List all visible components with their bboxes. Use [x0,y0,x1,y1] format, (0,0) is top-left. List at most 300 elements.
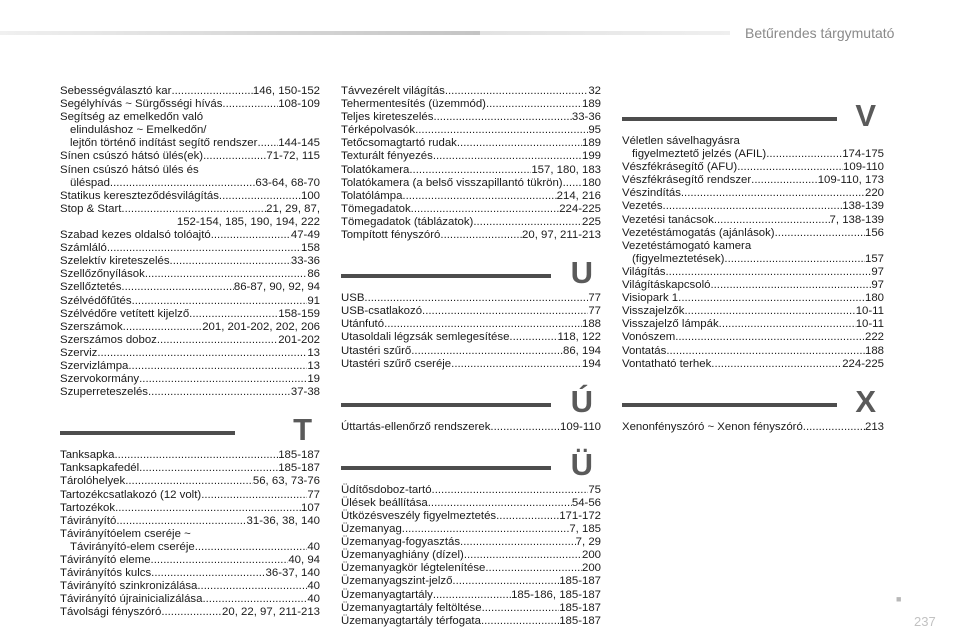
index-page-refs: 20, 97, 211-213 [522,229,601,242]
dot-leader [402,190,556,203]
index-page-refs: 86, 194 [562,344,601,357]
dot-leader [428,497,572,510]
index-entry[interactable] [622,227,884,240]
index-term: Ülések beállítása [341,496,428,509]
index-column-1 [60,85,320,619]
section-divider [341,466,551,470]
index-entry[interactable] [60,190,320,203]
dot-leader [195,541,308,554]
page-header [0,0,960,40]
index-page-refs: 40, 94 [288,554,320,566]
index-entry[interactable] [60,281,320,294]
index-term: Világításkapcsoló [622,279,711,292]
index-term: Távirányító eleme [60,554,151,566]
dot-leader [485,562,582,575]
section-letter: T [293,412,312,448]
section-letter: U [570,255,593,291]
index-entry[interactable] [60,567,320,580]
index-entry[interactable] [341,150,601,163]
page-number: 237 [914,614,936,629]
index-term: Utastéri szűrő [341,344,412,357]
index-page-refs: 33-36 [571,111,601,124]
index-entry[interactable] [341,137,601,150]
index-page-refs: 109-110 [843,161,884,174]
dot-leader [171,85,252,98]
index-page-refs: 109-110, 173 [817,174,884,187]
index-entry[interactable] [60,449,320,462]
index-page-refs: 40 [307,593,320,606]
index-term: Üzemanyagszint-jelző [341,575,453,588]
index-page-refs: 13 [307,359,320,372]
index-entry[interactable] [341,318,601,331]
index-term: Távirányító [60,514,117,527]
index-page-refs: 194 [581,357,601,370]
index-page-refs: 54-56 [571,496,601,509]
index-entry[interactable] [341,190,601,203]
index-entry[interactable] [341,615,601,628]
dot-leader [766,148,842,161]
dot-leader [125,475,253,488]
index-entry[interactable] [341,98,601,111]
index-page-refs: 222 [864,331,884,344]
dot-leader [148,386,291,399]
index-page-refs: 156 [864,226,884,239]
dot-leader [415,124,588,137]
index-entry[interactable] [341,292,601,305]
index-term: Vonószem [622,331,676,344]
index-page-refs: 224-225 [842,357,884,370]
index-term: Szervizlámpa [60,359,129,372]
index-term: Üzemanyagtartály feltöltése [341,601,482,614]
index-entry[interactable] [60,373,320,386]
index-term: Tanksapka [60,449,115,462]
index-page-refs: 77 [588,305,601,318]
index-term: Segítség az emelkedőn való [60,111,204,124]
index-page-refs: 7, 185 [569,523,601,536]
index-page-refs: 157, 180, 183 [531,163,601,176]
index-term: Vezetési tanácsok [622,213,714,226]
index-page-refs: 214, 216 [556,189,601,202]
index-entry[interactable] [60,475,320,488]
index-term: Szellőzőnyílások [60,268,145,281]
dot-leader [737,161,843,174]
index-term: Utánfutó [341,318,385,331]
dot-leader [107,242,301,255]
index-page-refs: 157 [864,252,884,265]
section-header [622,371,884,421]
dot-leader [151,554,289,567]
index-page-refs: 36-37, 140 [265,567,320,580]
index-entry[interactable] [60,606,320,619]
dot-leader [445,85,589,98]
index-term: Szervokormány [60,373,140,386]
dot-leader [464,549,582,562]
index-page-refs: 13 [307,346,320,359]
index-term: Tompított fényszóró [341,229,441,242]
index-entry[interactable] [341,549,601,562]
dot-leader [202,593,307,606]
dot-leader [432,484,589,497]
dot-leader [170,255,291,268]
dot-leader [402,523,570,536]
section-header [622,85,884,135]
index-entry[interactable] [622,161,884,174]
dot-leader [663,200,843,213]
header-rule [0,31,480,35]
index-entry[interactable] [60,242,320,255]
index-term: Vezetéstámogatás (ajánlások) [622,226,775,239]
index-entry[interactable] [60,111,320,124]
index-term: üléspad [70,176,110,189]
index-page-refs: 201-202 [278,333,320,346]
index-entry[interactable] [60,386,320,399]
index-entry[interactable] [60,255,320,268]
dot-leader [433,589,511,602]
index-term: Vezetés [622,200,663,213]
index-term: Szerszámok [60,320,123,333]
index-entry[interactable] [622,253,884,266]
dot-leader [121,203,266,216]
index-term: Üzemanyagtartály [341,588,433,601]
dot-leader [422,305,588,318]
dot-leader [710,279,871,292]
index-term: Utastéri szűrő cseréje [341,357,452,370]
dot-leader [97,347,307,360]
index-term: Szélvédőre vetített kijelző [60,307,190,320]
dot-leader [257,137,278,150]
index-entry[interactable] [622,279,884,292]
dot-leader [139,373,307,386]
dot-leader [123,321,203,334]
index-term: Szabad kezes oldalsó tolóajtó [60,229,211,242]
index-page-refs: 77 [588,292,601,305]
index-term: Ütközésveszély figyelmeztetés [341,509,497,522]
index-page-refs: 118, 122 [557,331,601,344]
dot-leader [151,567,265,580]
index-term: Térképolvasók [341,124,416,137]
index-page-refs: 31-36, 38, 140 [246,514,320,527]
index-page-refs: 7, 29 [575,536,601,549]
index-page-refs: 86-87, 90, 92, 94 [233,281,320,294]
dot-leader [482,602,560,615]
index-entry[interactable] [341,536,601,549]
dot-leader [116,515,246,528]
index-entry[interactable] [341,124,601,137]
index-term: Xenonfényszóró ~ Xenon fényszóró [622,420,803,433]
dot-leader [433,150,582,163]
index-entry[interactable] [60,321,320,334]
index-term: Távirányítós kulcs [60,567,152,580]
index-term: USB [341,292,365,305]
index-entry[interactable] [60,308,320,321]
index-entry[interactable] [341,229,601,242]
index-entry[interactable] [341,345,601,358]
index-term: (figyelmeztetések) [632,252,725,265]
index-page-refs: 185-187 [278,449,320,462]
section-divider [341,403,551,407]
index-entry[interactable] [60,164,320,177]
index-term: Távvezérelt világítás [341,85,445,97]
index-term: Szelektív kireteszelés [60,255,170,268]
index-page-refs-continued: 152-154, 185, 190, 194, 222 [176,215,320,228]
index-term: Visszajelzők [622,305,685,318]
index-term: Üzemanyag-fogyasztás [341,536,461,549]
index-entry[interactable] [622,292,884,305]
dot-leader [145,268,307,281]
index-page-refs: 138-139 [842,200,884,213]
index-entry[interactable] [341,216,601,229]
index-entry[interactable] [60,137,320,150]
index-entry[interactable] [341,510,601,523]
index-entry[interactable] [60,541,320,554]
index-term: Üzemanyagtartály térfogata [341,614,481,627]
index-column-3 [622,85,884,434]
index-entry[interactable] [341,85,601,98]
index-page-refs: 146, 150-152 [252,85,320,97]
index-entry[interactable] [60,85,320,98]
index-entry[interactable] [60,98,320,111]
index-entry[interactable] [60,150,320,163]
index-entry[interactable] [622,148,884,161]
index-entry[interactable] [622,214,884,227]
dot-leader [222,98,278,111]
index-entry[interactable] [341,484,601,497]
index-page-refs: 224-225 [559,202,601,215]
index-term: lejtőn történő indítást segítő rendszer [70,137,258,150]
index-page-refs: 37-38 [290,386,320,399]
dot-leader [509,331,557,344]
index-term: Tolatókamera (a belső visszapillantó tükrön) [341,176,563,189]
section-header [341,434,601,484]
index-entry[interactable] [60,124,320,137]
index-term: Úttartás-ellenőrző rendszerek [341,420,491,433]
index-page-refs: 144-145 [278,137,320,150]
dot-leader [189,308,278,321]
section-divider [622,403,837,407]
index-term: Üzemanyag [341,523,402,536]
index-entry[interactable] [622,345,884,358]
index-entry[interactable] [60,360,320,373]
index-entry[interactable] [60,554,320,567]
index-term: Távirányító újrainicializálása [60,593,203,606]
index-page-refs: 185-186, 185-187 [511,588,601,601]
dot-leader [481,615,559,628]
index-term: Világítás [622,265,666,278]
index-page-refs: 95 [588,124,601,137]
index-term: Segélyhívás ~ Sürgősségi hívás [60,98,223,111]
dot-leader [460,536,576,549]
index-entry[interactable] [622,200,884,213]
index-entry[interactable] [341,497,601,510]
index-page-refs: 220 [864,187,884,200]
index-entry[interactable] [60,229,320,242]
index-entry[interactable] [622,421,884,434]
dot-leader [751,174,818,187]
dot-leader [411,345,563,358]
dot-leader [714,214,830,227]
index-term: Vészindítás [622,187,681,200]
index-page-refs: 158-159 [278,307,320,320]
dot-leader [486,98,582,111]
index-entry[interactable] [622,305,884,318]
index-page-refs: 33-36 [290,255,320,268]
dot-leader [114,449,278,462]
index-page-refs: 189 [581,98,601,111]
section-divider [622,117,837,121]
dot-leader [384,318,582,331]
index-term: Tömegadatok [341,202,411,215]
index-entry[interactable] [60,203,320,216]
dot-leader [139,462,278,475]
index-page-refs: 71-72, 115 [266,150,320,163]
index-entry[interactable] [60,515,320,528]
dot-leader [219,190,301,203]
index-page-refs: 40 [307,540,320,553]
index-entry[interactable] [341,203,601,216]
index-entry[interactable] [341,602,601,615]
index-entry[interactable] [622,358,884,371]
dot-leader [666,345,865,358]
index-entry[interactable] [622,331,884,344]
dot-leader [161,606,222,619]
index-entry[interactable] [341,589,601,602]
dot-leader [364,292,588,305]
index-page-refs: 199 [581,150,601,163]
dot-leader [121,281,233,294]
dot-leader [724,253,865,266]
index-page-refs: 200 [581,562,601,575]
index-entry[interactable] [60,295,320,308]
index-page-refs: 63-64, 68-70 [255,176,320,189]
section-header [60,399,320,449]
index-term: Statikus kereszteződésvilágítás [60,189,219,202]
footer-mark: ■ [896,594,902,604]
index-entry[interactable] [341,305,601,318]
index-term: Szerviz [60,346,98,359]
index-term: Stop & Start [60,202,122,215]
index-term: Tartozékok [60,501,116,514]
index-entry[interactable] [622,187,884,200]
index-page-refs: 108-109 [278,98,320,111]
index-page-refs: 77 [307,488,320,501]
index-term: Szélvédőfűtés [60,294,132,307]
dot-leader [490,421,560,434]
header-rule-right [480,31,730,35]
index-entry[interactable] [60,580,320,593]
index-page-refs: 19 [307,373,320,386]
index-entry[interactable] [60,489,320,502]
index-term: Texturált fényezés [341,150,433,163]
index-entry[interactable] [60,502,320,515]
index-entry[interactable] [60,462,320,475]
section-header [341,242,601,292]
index-term: Távolsági fényszóró [60,606,162,619]
index-term: Tolatókamera [341,163,410,176]
index-term: Üzemanyaghiány (dízel) [341,549,464,562]
dot-leader [775,227,865,240]
index-entry[interactable] [341,421,601,434]
index-page-refs: 180 [864,292,884,305]
index-entry[interactable] [60,268,320,281]
index-page-refs: 174-175 [842,148,884,161]
index-entry[interactable] [341,523,601,536]
index-entry[interactable] [622,135,884,148]
dot-leader [203,150,266,163]
dot-leader [678,292,865,305]
index-term: Üdítősdoboz-tartó [341,483,432,496]
index-term: Tömegadatok (táblázatok) [341,215,474,228]
index-term: Szellőztetés [60,281,122,294]
dot-leader [496,510,559,523]
index-page-refs: 188 [581,318,601,331]
index-entry[interactable] [341,331,601,344]
index-entry[interactable] [622,266,884,279]
dot-leader [433,111,571,124]
index-page-refs: 10-11 [855,305,884,318]
index-term: Visiopark 1 [622,292,679,305]
index-entry[interactable] [60,528,320,541]
dot-leader [411,203,560,216]
index-entry[interactable] [60,593,320,606]
section-divider [341,274,551,278]
dot-leader [803,421,865,434]
index-term: elinduláshoz ~ Emelkedőn/ [70,124,207,137]
index-page-refs: 97 [871,265,884,278]
index-page-refs: 86 [307,268,320,281]
index-term: Vészfékrásegítő rendszer [622,174,752,187]
index-page-refs: 40 [307,580,320,593]
index-term: Vontatás [622,344,667,357]
index-entry[interactable] [341,562,601,575]
index-entry[interactable] [60,177,320,190]
index-entry[interactable] [622,240,884,253]
section-letter: V [855,98,876,133]
index-term: Távirányítóelem cseréje ~ [60,527,191,540]
dot-leader [563,177,582,190]
index-term: Vontatható terhek [622,357,712,370]
index-page-refs: 171-172 [559,509,601,522]
index-entry[interactable] [341,575,601,588]
index-entry[interactable] [622,318,884,331]
index-entry[interactable] [60,347,320,360]
section-header [341,371,601,421]
index-term: Tartozékcsatlakozó (12 volt) [60,488,202,501]
index-entry[interactable] [341,111,601,124]
index-term: Vezetéstámogató kamera [622,239,752,252]
index-page-refs: 107 [300,501,320,514]
index-page-refs: 185-187 [559,614,601,627]
index-entry[interactable] [622,174,884,187]
index-entry[interactable] [341,164,601,177]
index-entry[interactable] [341,358,601,371]
index-page-refs: 56, 63, 73-76 [252,475,320,488]
index-entry[interactable] [341,177,601,190]
index-page-refs: 200 [581,549,601,562]
index-page-refs: 47-49 [290,229,320,242]
dot-leader [457,137,582,150]
index-page-refs: 185-187 [559,575,601,588]
page-title: Betűrendes tárgymutató [745,25,895,41]
index-term: Teljes kireteszelés [341,111,434,124]
section-letter: X [855,383,876,419]
dot-leader [197,580,307,593]
index-term: Sebességválasztó kar [60,85,172,97]
index-page-refs: 91 [307,294,320,307]
dot-leader [128,360,307,373]
index-entry[interactable] [60,334,320,347]
dot-leader [440,229,522,242]
index-term: Utasoldali légzsák semlegesítése [341,331,510,344]
